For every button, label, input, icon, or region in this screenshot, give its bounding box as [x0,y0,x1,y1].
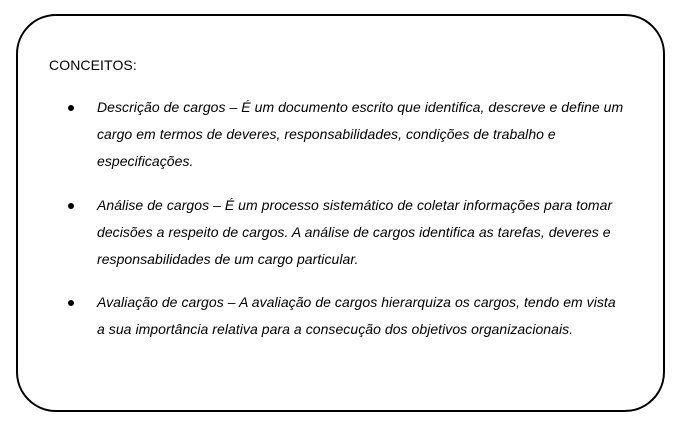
concepts-heading: CONCEITOS: [49,57,137,73]
bullet-icon [68,105,74,111]
concept-evaluation-text: Avaliação de cargos – A avaliação de cargos hierarquiza os cargos, tendo em vista a sua importância relativa para a consecução dos objetivos organizacionais. [97,294,616,337]
concept-analysis-text: Análise de cargos – É um processo sistemático de coletar informações para tomar decisões a respeito de cargos. A análise de cargos identifica as tarefas, deveres e responsabilidades de um cargo particular. [97,197,613,267]
concept-description-text: Descrição de cargos – É um documento escrito que identifica, descreve e define um cargo em termos de deveres, responsabilidades, condições de trabalho e especificações. [97,99,624,169]
bullet-icon [68,203,74,209]
bullet-icon [68,300,74,306]
